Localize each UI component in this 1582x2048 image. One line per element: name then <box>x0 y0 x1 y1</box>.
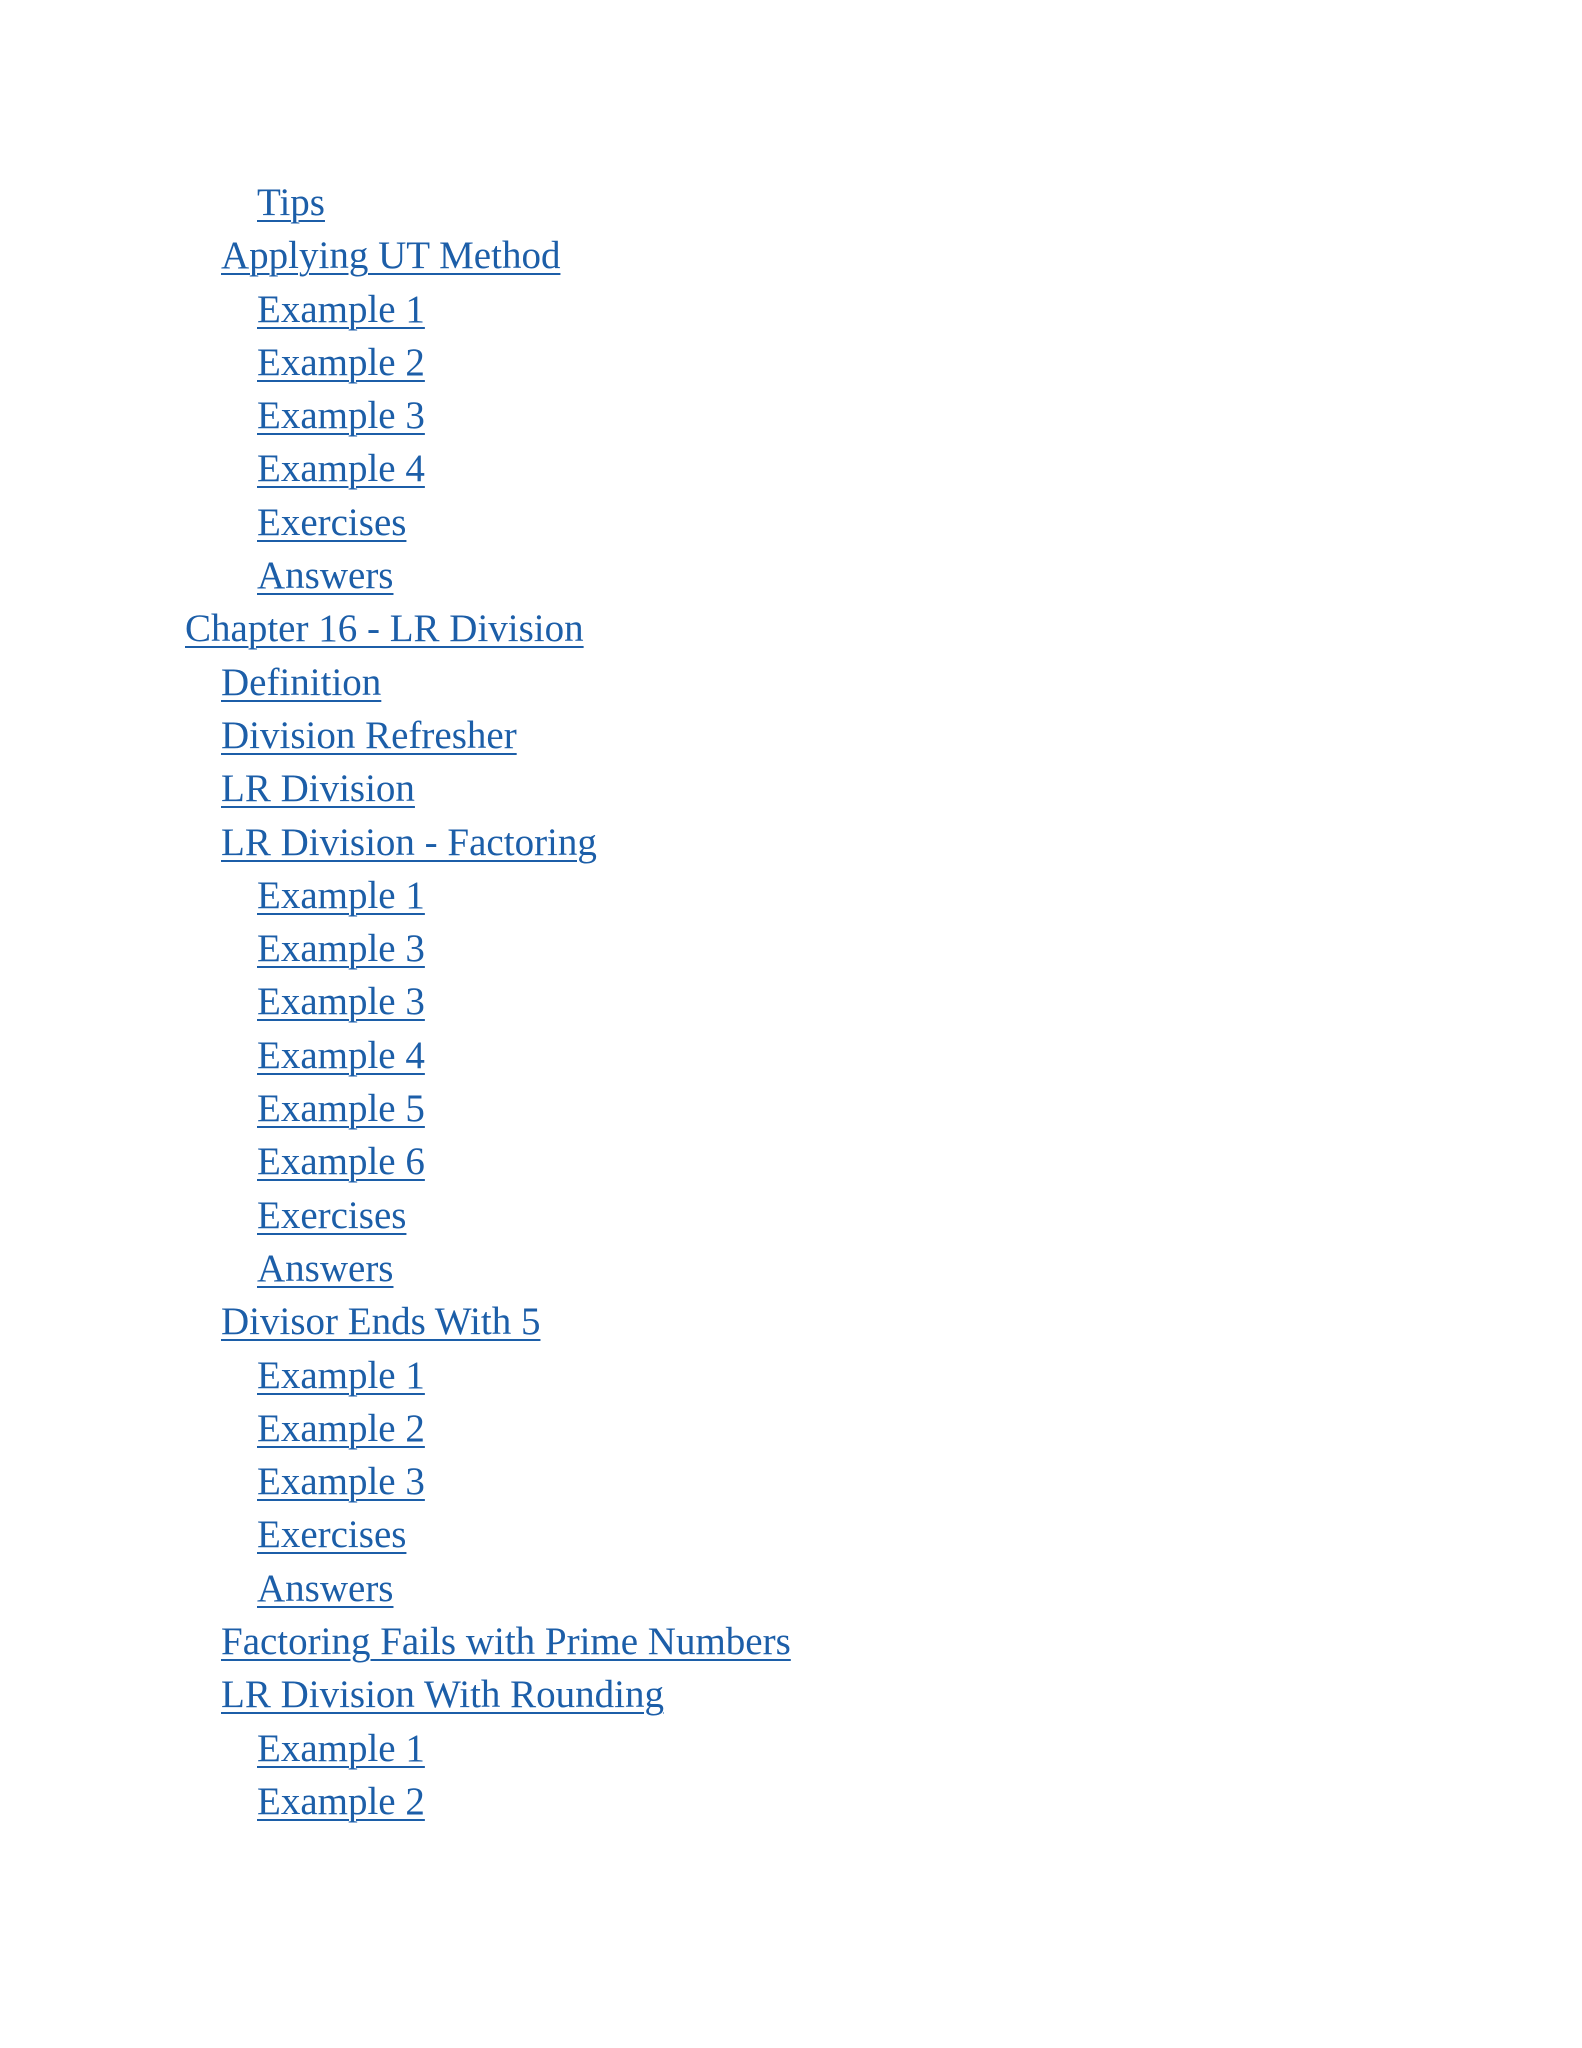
toc-link[interactable]: Example 1 <box>257 1726 425 1770</box>
toc-link[interactable]: Answers <box>257 1566 394 1610</box>
toc-entry <box>0 975 1582 1028</box>
toc-entry <box>0 1082 1582 1135</box>
toc-entry <box>0 549 1582 602</box>
toc-entry <box>0 442 1582 495</box>
toc-entry <box>0 1349 1582 1402</box>
toc-link[interactable]: Example 3 <box>257 1460 425 1504</box>
toc-entry <box>0 176 1582 229</box>
toc-link[interactable]: Exercises <box>257 1513 407 1557</box>
toc-entry <box>0 1242 1582 1295</box>
toc-entry <box>0 496 1582 549</box>
toc-link[interactable]: Exercises <box>257 1193 407 1237</box>
toc-entry <box>0 1135 1582 1188</box>
toc-link[interactable]: Tips <box>257 181 325 224</box>
toc-entry <box>0 1295 1582 1348</box>
toc-link[interactable]: Example 1 <box>257 287 425 331</box>
toc-entry <box>0 922 1582 975</box>
toc-entry <box>0 1029 1582 1082</box>
toc-link[interactable]: Example 1 <box>257 873 425 917</box>
toc-entry <box>0 1562 1582 1615</box>
toc-link[interactable]: Chapter 16 - LR Division <box>185 607 584 651</box>
toc-link[interactable]: Example 3 <box>257 980 425 1024</box>
toc-link[interactable]: Answers <box>257 1246 394 1290</box>
toc-link[interactable]: Example 3 <box>257 394 425 438</box>
toc-entry <box>0 1668 1582 1721</box>
toc-entry <box>0 1722 1582 1775</box>
toc-link[interactable]: Example 4 <box>257 1033 425 1077</box>
toc-link[interactable]: Applying UT Method <box>221 234 561 278</box>
toc-entry <box>0 389 1582 442</box>
toc-entry <box>0 869 1582 922</box>
toc-link[interactable]: Example 1 <box>257 1353 425 1397</box>
toc-link[interactable]: Example 4 <box>257 447 425 491</box>
toc-link[interactable]: Definition <box>221 660 382 704</box>
toc-entry <box>0 1455 1582 1508</box>
toc-link[interactable]: Example 2 <box>257 1779 425 1823</box>
toc-link[interactable]: Exercises <box>257 500 407 544</box>
toc-link[interactable]: Example 2 <box>257 1406 425 1450</box>
toc-link[interactable]: Example 5 <box>257 1087 425 1131</box>
toc-link[interactable]: Example 2 <box>257 340 425 384</box>
toc-link[interactable]: Answers <box>257 554 394 598</box>
toc-entry <box>0 1615 1582 1668</box>
toc-link[interactable]: LR Division <box>221 767 415 811</box>
toc-entry <box>0 1775 1582 1828</box>
toc-entry <box>0 656 1582 709</box>
toc-link[interactable]: LR Division With Rounding <box>221 1673 664 1717</box>
toc-entry <box>0 762 1582 815</box>
toc-link[interactable]: Divisor Ends With 5 <box>221 1300 541 1344</box>
toc-entry <box>0 1189 1582 1242</box>
toc-link[interactable]: Division Refresher <box>221 713 517 757</box>
toc-entry <box>0 283 1582 336</box>
toc-link[interactable]: LR Division - Factoring <box>221 820 597 864</box>
toc-entry <box>0 602 1582 655</box>
toc-entry <box>0 816 1582 869</box>
toc-entry <box>0 1508 1582 1561</box>
toc-entry <box>0 229 1582 282</box>
toc-link[interactable]: Example 6 <box>257 1140 425 1184</box>
toc-entry <box>0 1402 1582 1455</box>
toc-link[interactable]: Factoring Fails with Prime Numbers <box>221 1620 791 1664</box>
table-of-contents <box>0 176 1582 1828</box>
toc-link[interactable]: Example 3 <box>257 927 425 971</box>
toc-entry <box>0 709 1582 762</box>
toc-entry <box>0 336 1582 389</box>
